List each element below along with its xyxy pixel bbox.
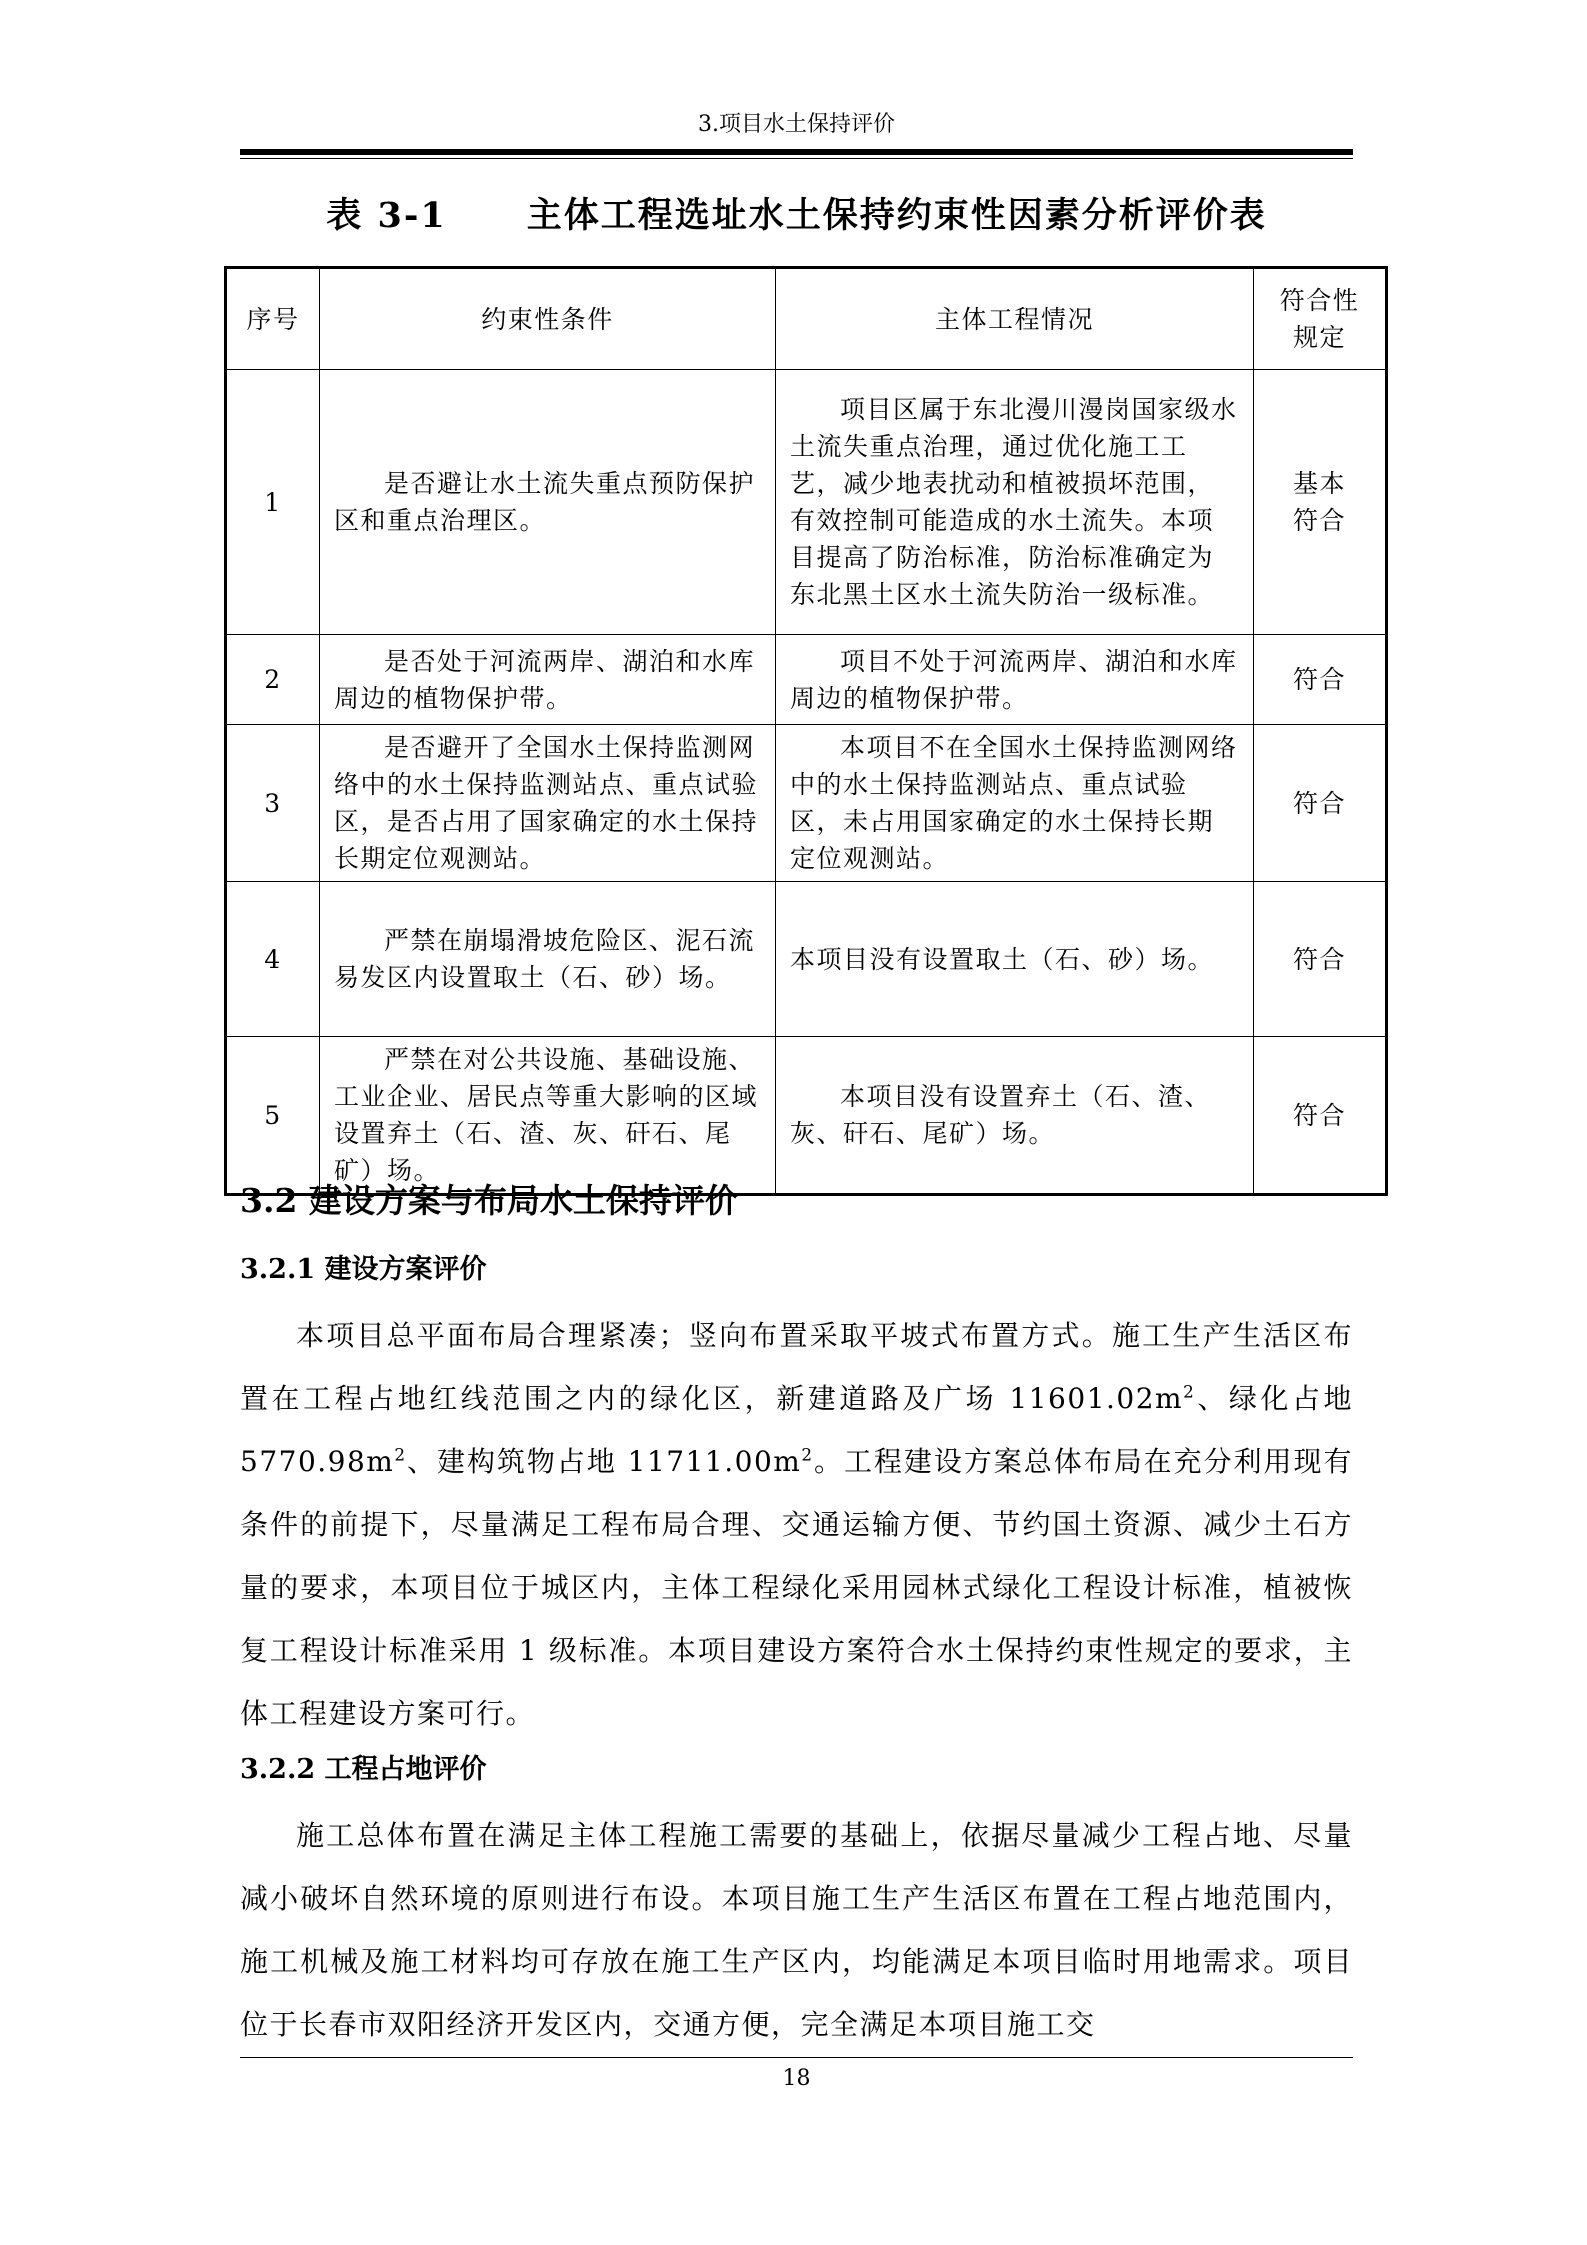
table-caption-number: 表 3-1 <box>326 195 447 236</box>
section-3-2-2-paragraph: 施工总体布置在满足主体工程施工需要的基础上，依据尽量减少工程占地、尽量减小破坏自然环境的原则进行布设。本项目施工生产生活区布置在工程占地范围内，施工机械及施工材料均可存放在施工生产区内，均能满足本项目临时用地需求。项目位于长春市双阳经济开发区内，交通方便，完全满足本项目施工交 <box>240 1819 1353 2041</box>
row-no: 2 <box>226 635 320 725</box>
row-compliance-cell <box>1254 370 1387 635</box>
row-situation: 项目不处于河流两岸、湖泊和水库周边的植物保护带。 <box>776 635 1254 725</box>
paragraph-text: 、绿化占地 5770.98m <box>240 1382 1353 1478</box>
row-condition: 是否避让水土流失重点预防保护区和重点治理区。 <box>320 370 776 635</box>
section-3-2-heading: 3.2 建设方案与布局水土保持评价 <box>240 1181 738 1220</box>
row-situation: 项目区属于东北漫川漫岗国家级水土流失重点治理，通过优化施工工艺，减少地表扰动和植被损坏范围，有效控制可能造成的水土流失。本项目提高了防治标准，防治标准确定为东北黑土区水土流失防治一级标准。 <box>776 370 1254 635</box>
row-compliance: 符合 <box>1292 1100 1346 1130</box>
row-compliance: 基本符合 <box>1292 469 1346 535</box>
row-compliance-cell <box>1254 725 1387 882</box>
row-situation: 本项目不在全国水土保持监测网络中的水土保持监测站点、重点试验区，未占用国家确定的水土保持长期定位观测站。 <box>776 725 1254 882</box>
paragraph-text: 。工程建设方案总体布局在充分利用现有条件的前提下，尽量满足工程布局合理、交通运输方便、节约国土资源、减少土石方量的要求，本项目位于城区内，主体工程绿化采用园林式绿化工程设计标准，植被恢复工程设计标准采用 1 级标准。本项目建设方案符合水土保持约束性规定的要求，主体工程建设方案可行。 <box>240 1445 1353 1730</box>
row-compliance: 符合 <box>1292 788 1346 818</box>
header-condition: 约束性条件 <box>320 268 776 370</box>
footer-rule <box>240 2057 1353 2058</box>
header-compliance-line2: 规定 <box>1292 323 1346 352</box>
row-condition: 是否处于河流两岸、湖泊和水库周边的植物保护带。 <box>320 635 776 725</box>
unit-superscript: 2 <box>801 1444 814 1465</box>
row-condition: 是否避开了全国水土保持监测网络中的水土保持监测站点、重点试验区，是否占用了国家确定的水土保持长期定位观测站。 <box>320 725 776 882</box>
table-caption-title: 主体工程选址水土保持约束性因素分析评价表 <box>526 195 1267 236</box>
row-compliance-cell <box>1254 635 1387 725</box>
page-number: 18 <box>782 2066 811 2091</box>
header-compliance <box>1254 268 1387 370</box>
row-compliance-cell <box>1254 1037 1387 1195</box>
table-row <box>226 635 1387 725</box>
running-header: 3.项目水土保持评价 <box>698 112 895 137</box>
row-compliance: 符合 <box>1292 944 1346 974</box>
section-3-2-1-paragraph <box>240 1304 1353 1745</box>
section-3-2-1-heading: 3.2.1 建设方案评价 <box>240 1254 487 1285</box>
table-header-row <box>226 268 1387 370</box>
table-caption <box>240 188 1353 238</box>
table-row <box>226 725 1387 882</box>
constraint-analysis-table <box>224 266 1388 1196</box>
header-rule <box>240 149 1353 159</box>
row-compliance: 符合 <box>1292 665 1346 694</box>
table-row <box>226 882 1387 1037</box>
unit-superscript: 2 <box>1183 1381 1196 1402</box>
row-condition: 严禁在崩塌滑坡危险区、泥石流易发区内设置取土（石、砂）场。 <box>320 882 776 1037</box>
paragraph-text: 、建构筑物占地 11711.00m <box>406 1445 802 1478</box>
row-no: 5 <box>226 1037 320 1195</box>
row-condition: 严禁在对公共设施、基础设施、工业企业、居民点等重大影响的区域设置弃土（石、渣、灰、矸石、尾矿）场。 <box>320 1037 776 1195</box>
header-situation: 主体工程情况 <box>776 268 1254 370</box>
paragraph-text: 本项目总平面布局合理紧凑；竖向布置采取平坡式布置方式。施工生产生活区布置在工程占地红线范围之内的绿化区，新建道路及广场 11601.02m <box>240 1319 1353 1415</box>
section-3-2-2-heading: 3.2.2 工程占地评价 <box>240 1754 487 1785</box>
row-no: 1 <box>226 370 320 635</box>
header-no: 序号 <box>226 268 320 370</box>
table-row <box>226 1037 1387 1195</box>
table-row <box>226 370 1387 635</box>
header-compliance-line1: 符合性 <box>1279 286 1360 315</box>
row-situation: 本项目没有设置弃土（石、渣、灰、矸石、尾矿）场。 <box>776 1037 1254 1195</box>
unit-superscript: 2 <box>394 1444 407 1465</box>
row-compliance-cell <box>1254 882 1387 1037</box>
row-no: 3 <box>226 725 320 882</box>
row-no: 4 <box>226 882 320 1037</box>
row-situation: 本项目没有设置取土（石、砂）场。 <box>776 882 1254 1037</box>
